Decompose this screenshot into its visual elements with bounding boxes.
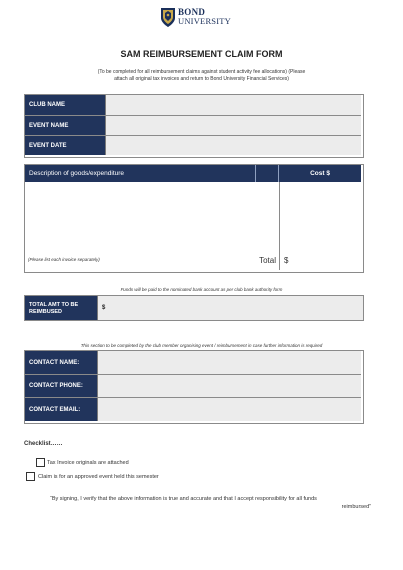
intro-line1: (To be completed for all reimbursement claims against student activity fee allocations) (Please — [97, 69, 306, 75]
crest-icon — [160, 6, 176, 28]
event-name-field[interactable] — [105, 116, 361, 135]
contact-phone-row — [25, 375, 361, 398]
section-note: This section to be completed by the club member organising event / reimbursement in case further information is required — [80, 343, 323, 348]
club-name-field[interactable] — [105, 95, 361, 115]
contact-name-field[interactable] — [97, 351, 361, 374]
form-title: SAM REIMBURSEMENT CLAIM FORM — [120, 49, 283, 59]
declaration-line2: reimbursed” — [341, 504, 371, 510]
club-details-table — [24, 94, 364, 158]
checkbox-approved-event[interactable] — [26, 472, 35, 481]
declaration — [50, 495, 375, 511]
contact-email-row — [25, 398, 361, 421]
intro-line2: attach all original tax invoices and return to Bond University Financial Services) — [114, 75, 289, 82]
bond-university-logo — [160, 6, 240, 32]
contact-phone-field[interactable] — [97, 375, 361, 397]
event-date-field[interactable] — [105, 136, 361, 155]
contact-name-row — [25, 351, 361, 375]
desc-column-header: Description of goods/expenditure — [29, 170, 125, 177]
expenditure-header — [25, 165, 361, 182]
event-date-label: EVENT DATE — [25, 136, 105, 155]
contact-table — [24, 350, 364, 424]
header-spacer — [255, 165, 278, 182]
total-amount-field[interactable]: $ — [97, 296, 363, 320]
cost-area[interactable] — [279, 182, 362, 270]
total-amount-row — [24, 295, 364, 321]
event-name-row — [25, 116, 361, 136]
contact-phone-label: CONTACT PHONE: — [25, 375, 97, 397]
total-amount-label: TOTAL AMT TO BE REIMBUSED — [25, 296, 97, 320]
checklist-title: Checklist…… — [24, 441, 63, 447]
invoice-note: (Please list each invoice separately) — [28, 257, 100, 262]
club-name-label: CLUB NAME — [25, 95, 105, 115]
description-area[interactable] — [25, 182, 279, 270]
event-name-label: EVENT NAME — [25, 116, 105, 135]
expenditure-table — [24, 164, 364, 273]
total-value: $ — [284, 256, 289, 265]
logo-line2: UNIVERSITY — [178, 16, 231, 26]
contact-name-label: CONTACT NAME: — [25, 351, 97, 374]
cost-column-header: Cost $ — [278, 165, 361, 182]
event-date-row — [25, 136, 361, 155]
checkbox-tax-invoice-label: Tax Invoice originals are attached — [47, 460, 129, 466]
funds-note: Funds will be paid to the nominated bank account as per club bank authority form — [120, 287, 283, 292]
checkbox-approved-event-label: Claim is for an approved event held this semester — [38, 474, 159, 480]
checkbox-tax-invoice[interactable] — [36, 458, 45, 467]
declaration-line1: “By signing, I verify that the above information is true and accurate and that I accept responsibility for all funds — [50, 496, 317, 502]
logo-line1: BOND — [178, 7, 206, 17]
contact-email-label: CONTACT EMAIL: — [25, 398, 97, 421]
contact-email-field[interactable] — [97, 398, 361, 421]
form-intro — [70, 69, 333, 82]
total-label: Total — [259, 256, 276, 265]
club-name-row — [25, 95, 361, 116]
